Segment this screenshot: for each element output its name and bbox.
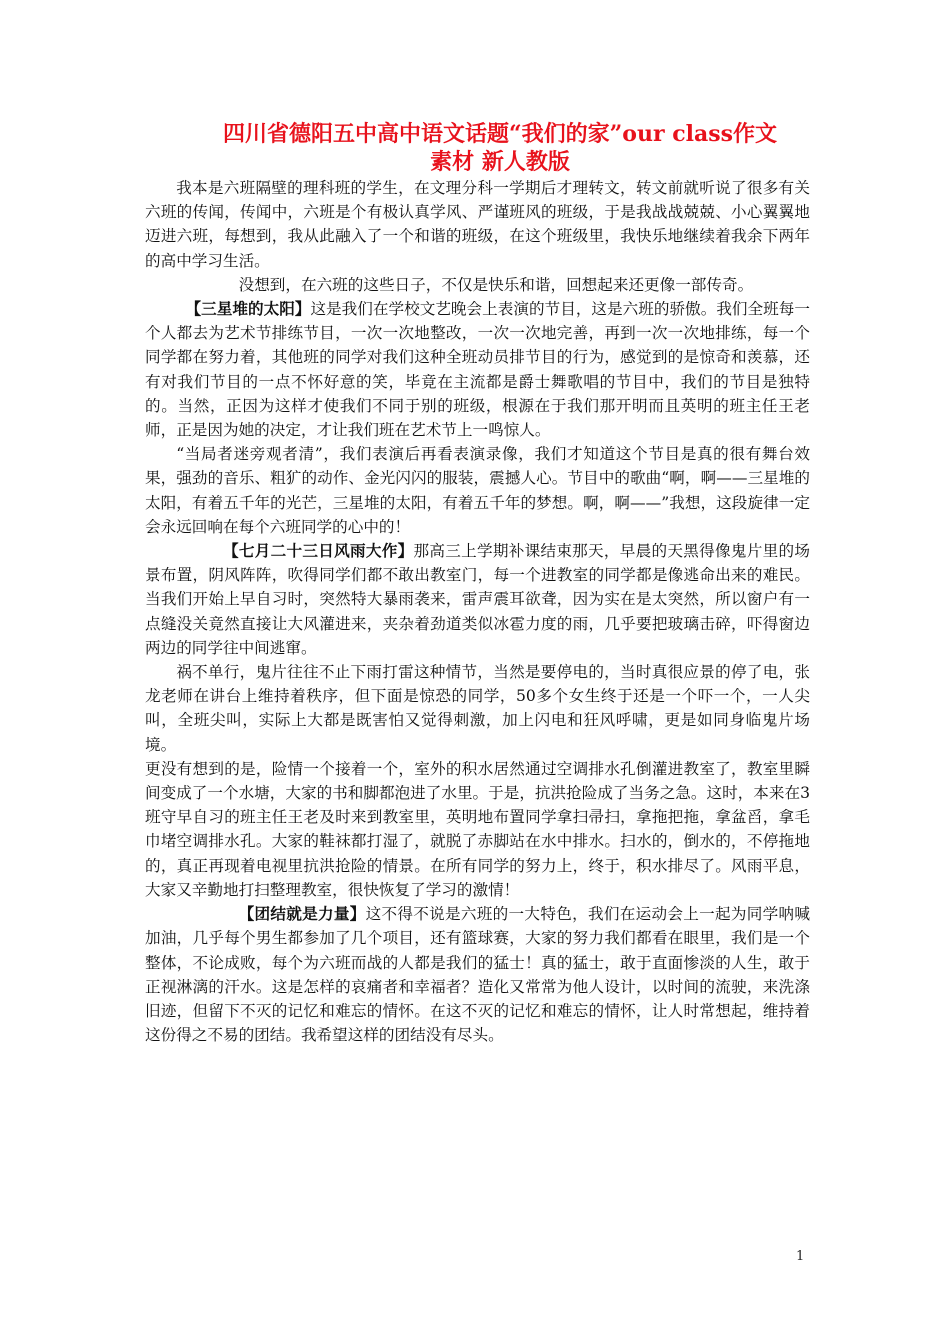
paragraph-3 bbox=[145, 297, 810, 442]
paragraph-text: 那高三上学期补课结束那天，早晨的天黑得像鬼片里的场景布置，阴风阵阵，吹得同学们都不敢出教室门，每一个进教室的同学都是像逃命出来的难民。当我们开始上早自习时，突然特大暴雨袭来，雷声震耳欲聋，因为实在是太突然，所以窗户有一点缝没关竟然直接让大风灌进来，夹杂着劲道类似冰雹力度的雨，几乎要把玻璃击碎，吓得窗边两边的同学往中间逃窜。 bbox=[145, 542, 810, 657]
paragraph-8 bbox=[145, 902, 810, 1047]
section-heading: 【七月二十三日风雨大作】 bbox=[223, 541, 414, 561]
paragraph-text: 这是我们在学校文艺晚会上表演的节目，这是六班的骄傲。我们全班每一个人都去为艺术节排练节目，一次一次地整改，一次一次地完善，再到一次一次地排练，每一个同学都在努力着，其他班的同学对我们这种全班动员排节目的行为，感觉到的是惊奇和羡慕，还有对我们节目的一点不怀好意的笑，毕竟在主流都是爵士舞歌唱的节目中，我们的节目是独特的。当然，正因为这样才使我们不同于别的班级，根源在于我们那开明而且英明的班主任王老师，正是因为她的决定，才让我们班在艺术节上一鸣惊人。 bbox=[145, 300, 810, 440]
paragraph-text: 更没有想到的是，险情一个接着一个，室外的积水居然通过空调排水孔倒灌进教室了，教室里瞬间变成了一个水塘，大家的书和脚都泡进了水里。于是，抗洪抢险成了当务之急。这时，本来在3班守早自习的班主任王老及时来到教室里，英明地布置同学拿扫帚扫，拿拖把拖，拿盆舀，拿毛巾堵空调排水孔。大家的鞋袜都打湿了，就脱了赤脚站在水中排水。扫水的，倒水的，不停拖地的，真正再现着电视里抗洪抢险的情景。在所有同学的努力上，终于，积水排尽了。风雨平息，大家又辛勤地打扫整理教室，很快恢复了学习的激情！ bbox=[145, 759, 810, 899]
paragraph-text: 祸不单行，鬼片往往不止下雨打雷这种情节，当然是要停电的，当时真很应景的停了电，张龙老师在讲台上维持着秩序，但下面是惊恐的同学，50多个女生终于还是一个吓一个，一人尖叫，全班尖叫，实际上大都是既害怕又觉得刺激，加上闪电和狂风呼啸，更是如同身临鬼片场境。 bbox=[145, 663, 810, 754]
paragraph-text: “当局者迷旁观者清”，我们表演后再看表演录像，我们才知道这个节目是真的很有舞台效果，强劲的音乐、粗犷的动作、金光闪闪的服装，震撼人心。节目中的歌曲“啊，啊——三星堆的太阳，有着五千年的光芒，三星堆的太阳，有着五千年的梦想。啊，啊——”我想，这段旋律一定会永远回响在每个六班同学的心中的！ bbox=[145, 445, 810, 536]
paragraph-2 bbox=[145, 273, 810, 297]
page-number: 1 bbox=[796, 1249, 805, 1264]
paragraph-5 bbox=[145, 539, 810, 660]
paragraph-6 bbox=[145, 660, 810, 757]
section-heading: 【三星堆的太阳】 bbox=[185, 299, 311, 319]
paragraph-4 bbox=[145, 442, 810, 539]
paragraph-text: 我本是六班隔壁的理科班的学生，在文理分科一学期后才理转文，转文前就听说了很多有关六班的传闻，传闻中，六班是个有极认真学风、严谨班风的班级，于是我战战兢兢、小心翼翼地迈进六班，每想到，我从此融入了一个和谐的班级，在这个班级里，我快乐地继续着我余下两年的高中学习生活。 bbox=[145, 179, 810, 270]
paragraph-text: 没想到，在六班的这些日子，不仅是快乐和谐，回想起来还更像一部传奇。 bbox=[238, 275, 754, 294]
section-heading: 【团结就是力量】 bbox=[238, 904, 366, 924]
document-body bbox=[145, 176, 810, 1047]
paragraph-1 bbox=[145, 176, 810, 273]
document-title-line2: 素材 新人教版 bbox=[430, 149, 570, 175]
paragraph-7 bbox=[145, 757, 810, 902]
paragraph-text: 这不得不说是六班的一大特色，我们在运动会上一起为同学呐喊加油，几乎每个男生都参加了几个项目，还有篮球赛，大家的努力我们都看在眼里，我们是一个整体，不论成败，每个为六班而战的人都是我们的猛士！真的猛士，敢于直面惨淡的人生，敢于正视淋漓的汗水。这是怎样的哀痛者和幸福者？造化又常常为他人设计，以时间的流驶，来洗涤旧迹，但留下不灭的记忆和难忘的情怀。在这不灭的记忆和难忘的情怀，让人时常想起，维持着这份得之不易的团结。我希望这样的团结没有尽头。 bbox=[145, 905, 810, 1045]
document-title-line1: 四川省德阳五中高中语文话题“我们的家”our class作文 bbox=[222, 121, 777, 147]
